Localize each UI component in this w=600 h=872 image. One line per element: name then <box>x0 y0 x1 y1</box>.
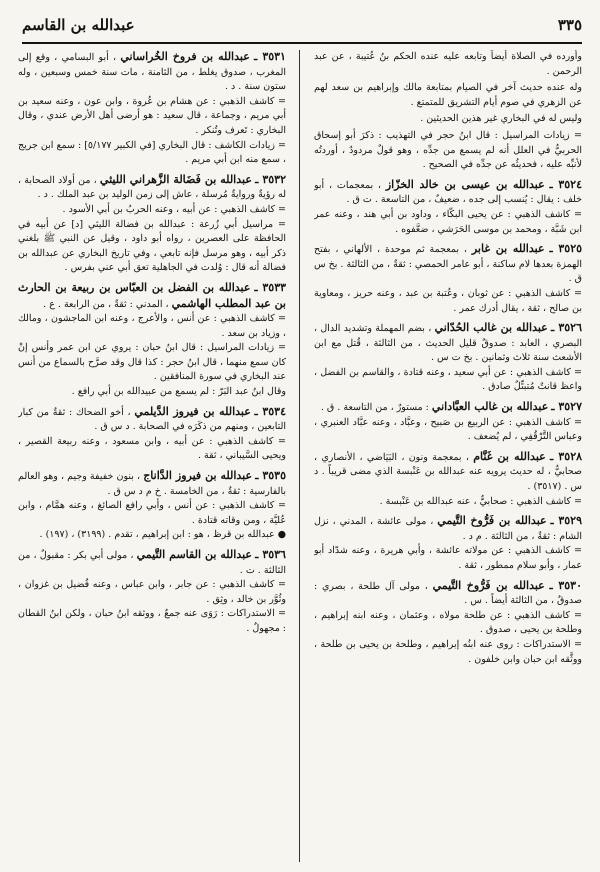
entry-number: ٣٥٣٦ ـ <box>255 548 286 561</box>
entry-number: ٣٥٢٤ ـ <box>549 177 582 191</box>
entry-text: ، بضم المهملة وتشديد الدال ، البصري ، العابد : صدوقٌ قليل الحديث ، من الثالثة ، قُتل مع ابن الأشعث سنة ثلاث وثمانين . بخ ت س . <box>314 323 582 364</box>
entry-note: = كاشف الذهبي : عن ثوبان ، وعُتبة بن عبد ، وعنه حريز ، ومعاوية بن صالح ، ثقة ، يقال أدرك عمر . <box>314 287 582 314</box>
entry-text: : مستورٌ ، من التاسعة . ق . <box>320 402 429 414</box>
biography-entry <box>314 242 582 316</box>
entry-name: عبدالله بن القاسم التَّيمي <box>136 548 252 561</box>
entry-name: عبدالله بن فيروز الدَّيلمي <box>134 404 251 418</box>
entry-heading <box>18 405 286 435</box>
entry-name: عبدالله بن غابر <box>471 242 545 256</box>
entry-number: ٣٥٢٥ ـ <box>549 242 582 256</box>
entry-note: = كاشف الذهبي : عن يحيى البكّاء ، وداود بن أبي هند ، وعنه عمر ابن شَبَّة ، ومحمد بن موسى الحَرَشي ، ضعَّفوه . <box>314 208 582 235</box>
entry-name: عبدالله بن عيسى بن خالد الخزّاز <box>385 177 545 191</box>
entry-note: = كاشف الذهبي : عن أنس ، والأعرج ، وعنه ابن الماجشون ، ومالك ، وزياد بن سعد . <box>18 313 286 339</box>
entry-note: وقال ابنُ عبد البَرّ : لم يسمع من عبيدالله بن أبي رافع . <box>71 386 286 398</box>
page-header <box>22 14 582 40</box>
entry-heading <box>314 514 582 544</box>
entry-name: عبدالله بن فَرُّوخ التَّيمي <box>432 578 545 592</box>
running-title: عبدالله بن القاسم <box>22 16 135 34</box>
entry-note: = كاشف الذهبي : عن هشام بن عُروة ، وابن عون ، وعنه سعيد بن أبي مريم ، وجماعة ، قال سعيد : هو أرضى أهل الأرض عندي ، وقال البخاري : تَعرف وتُنكر . <box>18 95 286 136</box>
biography-entry <box>18 548 286 637</box>
entry-number: ٣٥٣٠ ـ <box>549 578 582 592</box>
header-rule <box>22 42 582 44</box>
continuation-paragraph: وله عنده حديث آخر في الصيام بمتابعة مالك وإبراهيم بن سعد لهم عن الزهري في صوم أيام التشريق للمتمتع . <box>314 82 582 108</box>
continuation-paragraph: = زيادات المراسيل : قال ابنُ حجر في التهذيب : ذكرَ أبو إسحاق الحربيُّ في العلل أنه لم يسمع من جدِّه ، وهو قولٌ مردودٌ ، أوردتُه لأنبِّه عليه ، فحديثُه عن جدِّه في الصحيح . <box>314 129 582 171</box>
entry-text: ، مولى عائشة ، المدني ، نزل الشام : ثقةٌ ، من الثالثة . م د . <box>314 516 582 542</box>
entry-text: ، بمعجمة ونون ، البَيَاضي ، الأنصاري ، صحابيٌّ ، له حديث يرويه عنه عبدالله بن عَنْبسة الذي مضى قريباً . د س . (٣٥١٧) . <box>314 451 582 493</box>
entry-number: ٣٥٣٢ ـ <box>255 172 286 186</box>
biography-entry <box>18 469 286 543</box>
entry-heading <box>18 469 286 499</box>
entry-name: عبدالله بن فَضَالة الزَّهراني الليثي <box>99 172 252 186</box>
entry-note: ● عبدالله بن قرظ ، هو : ابن إبراهيم ، تقدم . (٣١٩٩) ، (١٩٧) . <box>39 529 286 541</box>
entry-note: = زيادات الكاشف : قال البخاري [في الكبير ٥/١٧٧] : سمع ابن جريج ، سمع منه ابن أبي مريم . <box>18 139 286 166</box>
entry-note: = الاستدراكات : رَوَى عنه جمعٌ ، ووثقه ابنُ حبان ، ولكن ابنُ القطان : مجهولٌ . <box>18 608 286 634</box>
entry-name: عبدالله بن فَرُّوخ التَّيمي <box>437 514 547 528</box>
entry-text: ، مولى آل طلحة ، بصري : صدوقٌ ، من الثالثة أيضاً . س . <box>314 580 582 607</box>
entry-note: = كاشف الذهبي : عن طلحة مولاه ، وعثمان ، وعنه ابنه إبراهيم ، وطلحة بن يحيى ، صدوق . <box>314 609 582 636</box>
entry-number: ٣٥٢٩ ـ <box>550 514 582 528</box>
entry-note: = كاشف الذهبي : عن مولاته عائشة ، وأبي هريرة ، وعنه شدّاد أبو عمار ، وأبو سلام ممطور ، ثقة . <box>314 545 582 571</box>
entry-note: = زيادات المراسيل : قال ابنُ حبان : يروي عن ابن عمر وأنس إنْ كان سمع منهما ، قال ابنُ حجر : كذا قال وقد صرَّح بالسماع من أنس عند البخاري في سورة المنافقين . <box>18 342 286 383</box>
page-number: ٣٣٥ <box>557 16 582 34</box>
entry-heading <box>314 400 582 416</box>
left-column <box>18 50 286 862</box>
entry-note: = كاشف الذهبي : عن جابر ، وابن عباس ، وعنه فُضيل بن غزوان ، وثُوَّر بن خالد ، وثِق . <box>18 579 286 605</box>
entry-note: = الاستدراكات : روى عنه ابنُه إبراهيم ، وطلحة بن يحيى بن طلحة ، ووثَّقه ابن حبان وابن خلفون . <box>314 638 582 665</box>
biography-entry <box>18 50 286 168</box>
entry-heading <box>314 242 582 287</box>
entry-heading <box>18 548 286 578</box>
entry-heading <box>18 50 286 95</box>
biography-entry <box>314 514 582 573</box>
biography-entry <box>18 173 286 276</box>
biography-entry <box>314 579 582 668</box>
entry-text: ، بمعجمات ، أبو خلف : يقال : يُنسب إلى جده ، ضعيفٌ ، من التاسعة . ت ق . <box>314 179 582 206</box>
entry-number: ٣٥٣١ ـ <box>254 50 286 63</box>
entry-note: = كاشف الذهبي : عن أبي سعيد ، وعنه قتادة ، والقاسم بن الفضل ، واعظ قانتٌ مُتبتِّلٌ صادق . <box>314 366 582 393</box>
entry-number: ٣٥٣٤ ـ <box>254 404 286 418</box>
continuation-paragraph: وليس له في البخاري غير هذين الحديثين . <box>420 113 582 125</box>
entry-text: ، أبو البسامي ، وقع إلى المغرب ، صدوق يغلط ، من الثامنة ، مات سنة خمس وسبعين ، وله ستون سنة . د . <box>18 52 286 93</box>
entry-number: ٣٥٣٣ ـ <box>254 280 286 294</box>
biography-entry <box>314 450 582 509</box>
entry-name: عبدالله بن غالب الحُدّاني <box>434 321 548 335</box>
entry-heading <box>18 173 286 203</box>
entry-note: = كاشف الذهبي : عن أبيه ، وابن مسعود ، وعنه ربيعة القصير ، ويحيى السَّيباني ، ثقة . <box>18 435 286 462</box>
entry-heading <box>314 178 582 208</box>
entry-heading <box>314 579 582 609</box>
entry-name: عبدالله بن غَنَّام <box>473 449 546 463</box>
biography-entry <box>18 281 286 400</box>
entry-name: عبدالله بن فروخ الخُراساني <box>120 50 250 63</box>
entry-note: = مراسيل أبي زُرعة : عبدالله بن فضالة الليثي [د] عن أبيه في الحافظة على العصرين ، رواه أبو داود ، وقيل عن النبي ﷺ بلغني ذكر أبيه ، وهو مرسل فإنه تابعي ، وفي تاريخ البخاري عن عبدالله بن فضالة أنه قال : وُلدت في الجاهلية تعق أبي عني بفرس . <box>18 218 286 274</box>
entry-text: ، مولى أبي بكر : مقبولٌ ، من الثالثة . ت . <box>18 550 286 576</box>
right-column <box>314 50 582 862</box>
entry-note: = كاشف الذهبي : عن أنس ، وأبي رافع الصائغ ، وعنه همَّام ، وابن عُليَّة ، ومن وقاته قتادة . <box>18 500 286 526</box>
entry-text: ، بنون خفيفة وجيم ، وهو العالم بالفارسية : ثقةٌ ، من الخامسة . خ م د س ق . <box>18 471 286 497</box>
biography-entry <box>18 405 286 464</box>
entry-text: ، المدني : ثقةٌ ، من الرابعة . ع . <box>43 298 169 310</box>
biography-entry <box>314 400 582 445</box>
entry-note: = كاشف الذهبي : صحابيٌّ ، عنه عبدالله بن عَنْبسة . <box>379 495 582 507</box>
entry-name: عبدالله بن غالب العبَّاداني <box>431 400 549 414</box>
entry-number: ٣٥٢٦ ـ <box>551 321 582 335</box>
entry-heading <box>314 321 582 366</box>
entry-name: عبدالله بن فيروز الدَّاناج <box>143 469 253 483</box>
entry-heading <box>314 450 582 495</box>
entry-number: ٣٥٢٨ ـ <box>550 449 582 463</box>
entry-text: ، من أولاد الصحابة ، له رؤيةٌ وروايةٌ مُرسلة ، عاش إلى زمن الوليد بن عبد الملك . د . <box>18 174 286 201</box>
entry-text: ، أخو الضحاك : ثقةٌ من كبار التابعين ، ومنهم من ذكَرَه في الصحابة . د س ق . <box>18 406 286 433</box>
entry-number: ٣٥٢٧ ـ <box>551 400 582 414</box>
entry-number: ٣٥٣٥ ـ <box>255 469 286 483</box>
entry-heading <box>18 281 286 312</box>
continuation-paragraph: وأورده في الصلاة أيضاً وتابعه عليه عنده الحكم بنُ عُتيبة ، عن عبد الرحمن . <box>314 51 582 77</box>
entry-note: = كاشف الذهبي : عن الربيع بن صَبيح ، وعبَّاد ، وعنه عبَّاد العنبري ، وعباس التَّرْقُفِي ، لم يُضعف . <box>314 416 582 443</box>
entry-note: = كاشف الذهبي : عن أبيه ، وعنه الحربُ بن أبي الأسود . <box>62 203 286 215</box>
column-divider <box>299 50 300 862</box>
biography-entry <box>314 321 582 395</box>
entry-text: ، بمعجمة ثم موحدة ، الألهاني ، بفتح الهمزة بعدها لام ساكنة ، أبو عامر الحمصي : ثقةٌ ، من الثالثة . بخ س ق . <box>314 244 582 285</box>
biography-entry <box>314 178 582 237</box>
entry-name: عبدالله بن الفضل بن العبّاس بن ربيعة بن الحارث بن عبد المطلب الهاشمي <box>18 280 286 310</box>
